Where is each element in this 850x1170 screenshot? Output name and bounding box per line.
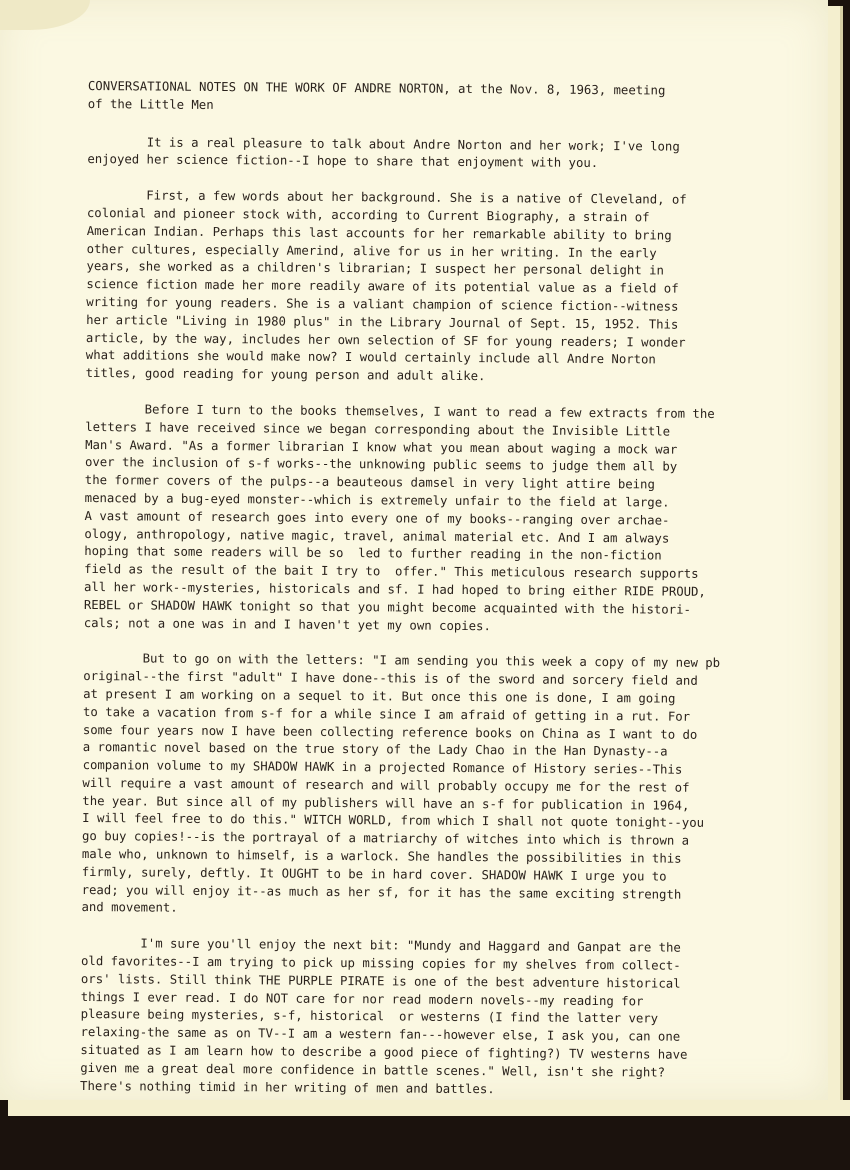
paragraph-letters-2: But to go on with the letters: "I am sending you this week a copy of my new pb original--the first "adult" I have done--this is of the sword and sorcery field and at present I am working on a sequel to it. But once this one is done, I am going to take a vacation from s-f for a while since I am afraid of getting in a rut. For some four years now I have been collecting reference books on China as I want to do a romantic novel based on the true story of the Lady Chao in the Han Dynasty--a companion volume to my SHADOW HAWK in a projected Romance of History series--This will require a vast amount of research and will probably occupy me for the rest of the year. But since all of my publishers will have an s-f for publication in 1964, I will feel free to do this." WITCH WORLD, from which I shall not quote tonight--you go buy copies!--is the portrayal of a matriarchy of witches into which is thrown a male who, unknown to himself, is a warlock. She handles the possibilities in this firmly, surely, deftly. It OUGHT to be in hard cover. SHADOW HAWK I urge you to read; you will enjoy it--as much as her sf, for it has the same exciting strength and movement. xyxy=(81,651,721,916)
paragraph-intro: It is a real pleasure to talk about Andre Norton and her work; I've long enjoyed her science fiction--I hope to share that enjoyment with you. xyxy=(87,134,680,171)
paragraph-favorites: I'm sure you'll enjoy the next bit: "Mundy and Haggard and Ganpat are the old favorites--I am trying to pick up missing copies for my shelves from collect- ors' lists. Still think THE PURPLE PIRATE is one of the best adventure historical things I ever read. I do NOT care for nor read modern novels--my reading for pleasure being mysteries, s-f, historical or westerns (I find the latter very relaxing-the same as on TV--I am a western fan---however else, I ask you, can one situated as I am learn how to describe a good piece of fighting?) TV westerns have given me a great deal more confidence in battle scenes." Well, isn't she right? There's nothing timid in her writing of men and battles. xyxy=(80,936,688,1096)
paragraph-letters-1: Before I turn to the books themselves, I want to read a few extracts from the letters I have received since we began corresponding about the Invisible Little Man's Award. "As a former librarian I know what you mean about waging a mock war over the inclusion of s-f works--the unknowing public seems to judge them all by the former covers of the pulps--a beauteous damsel in very light attire being menaced by a bug-eyed monster--which is extremely unfair to the field at large. A vast amount of research goes into every one of my books--ranging over archae- ology, anthropology, native magic, travel, animal material etc. And I am always hoping that some readers will be so led to further reading in the non-fiction field as the result of the bait I try to offer." This meticulous research supports all her work--mysteries, historicals and sf. I had hoped to bring either RIDE PROUD, REBEL or SHADOW HAWK tonight so that you might become acquainted with the histori- cals; not a one was in and I haven't yet my own copies. xyxy=(83,401,715,633)
paragraph-background: First, a few words about her background. She is a native of Cleveland, of colonial and pioneer stock with, according to Current Biography, a strain of American Indian. Perhaps this last accounts for her remarkable ability to bring other cultures, especially Amerind, alive for us in her writing. In the early years, she worked as a children's librarian; I suspect her personal delight in science fiction made her more readily aware of its potential value as a field of writing for young readers. She is a valiant champion of science fiction--witness her article "Living in 1980 plus" in the Library Journal of Sept. 15, 1952. This article, by the way, includes her own selection of SF for young readers; I wonder what additions she would make now? I would certainly include all Andre Norton titles, good reading for young person and adult alike. xyxy=(85,188,687,384)
document-body xyxy=(80,78,778,1119)
page-corner-wear xyxy=(0,0,90,30)
document-heading: CONVERSATIONAL NOTES ON THE WORK OF ANDRE NORTON, at the Nov. 8, 1963, meeting of the Little Men xyxy=(87,78,666,112)
